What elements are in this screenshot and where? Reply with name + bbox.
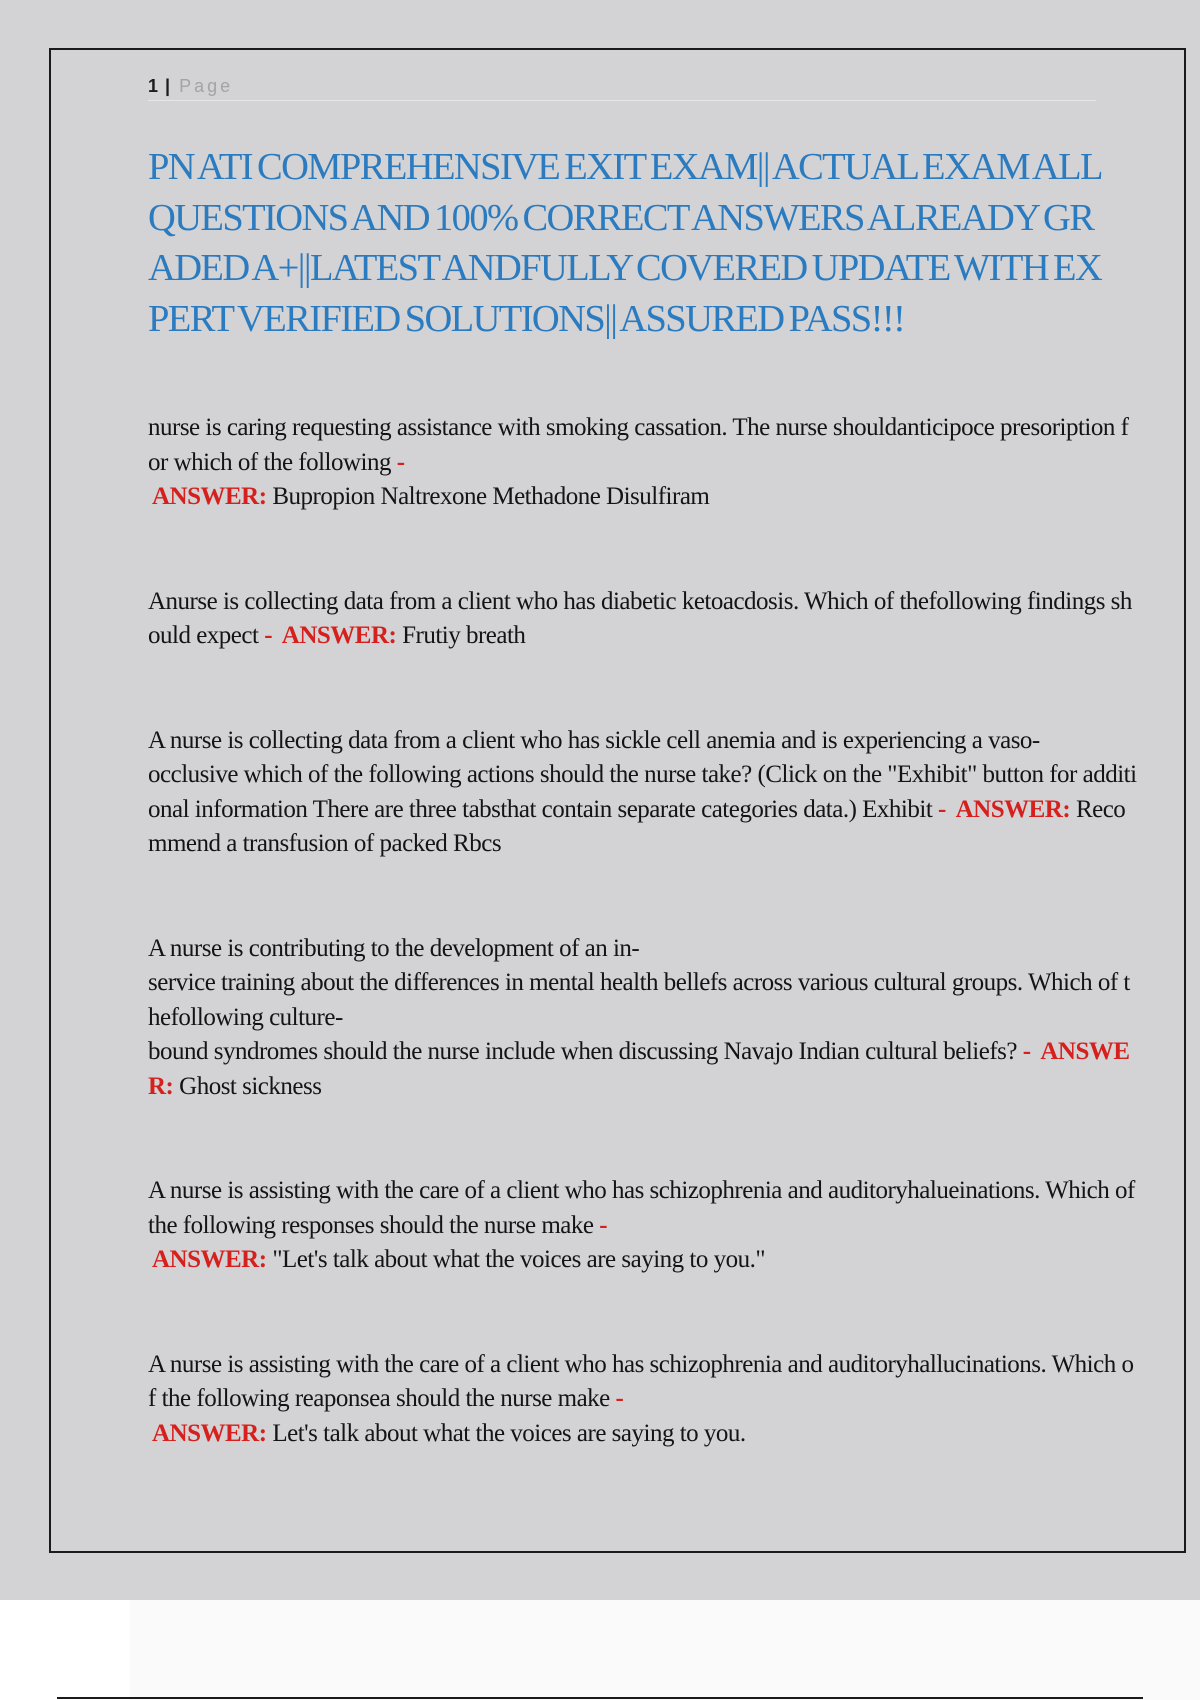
question-line: A nurse is contributing to the development of an in- bbox=[148, 934, 640, 962]
qa-item bbox=[148, 1174, 1138, 1278]
question-line: A nurse is assisting with the care of a client who has schizophrenia and auditoryhalueinations. Which of the following responses should the nurse make - ANSWER: "Let's talk about what the voices are saying to you." bbox=[148, 1177, 1135, 1273]
answer-text: "Let's talk about what the voices are saying to you." bbox=[272, 1246, 766, 1273]
answer-dash: - bbox=[396, 448, 405, 476]
answer-label: ANSWER: bbox=[152, 1419, 267, 1447]
answer-text: Ghost sickness bbox=[179, 1072, 322, 1100]
answer-label: ANSWER: bbox=[955, 795, 1071, 823]
question-line: bound syndromes should the nurse include when discussing Navajo Indian cultural beliefs? - ANSWER: Ghost sickness bbox=[148, 1038, 1130, 1100]
document-title: PN ATI COMPREHENSIVE EXIT EXAM|| ACTUAL EXAM ALL QUESTIONS AND 100% CORRECT ANSWERS ALREADY GRADED A+||LATEST ANDFULLY COVERED UPDATE WITH EXPERT VERIFIED SOLUTIONS|| ASSURED PASS!!! bbox=[148, 146, 1102, 340]
answer-label: ANSWER: bbox=[148, 1038, 1130, 1100]
qa-item bbox=[148, 411, 1138, 515]
answer-dash: - bbox=[938, 795, 946, 823]
answer-dash: - bbox=[264, 622, 273, 649]
answer-text: Recommend a transfusion of packed Rbcs bbox=[148, 795, 1126, 857]
answer-dash: - bbox=[599, 1211, 608, 1239]
question-line: Anurse is collecting data from a client who has diabetic ketoacdosis. Which of thefollowing findings should expect - ANSWER: Frutiy breath bbox=[148, 587, 1132, 649]
page-number: 1 bbox=[148, 76, 159, 96]
question-line: A nurse is collecting data from a client who has sickle cell anemia and is experiencing a vaso- bbox=[148, 726, 1040, 754]
answer-text: Frutiy breath bbox=[402, 622, 526, 649]
document-page bbox=[49, 48, 1186, 1553]
next-page-border bbox=[57, 1697, 1143, 1699]
question-line: occlusive which of the following actions should the nurse take? (Click on the "Exhibit" button for additional information There are three tabsthat contain separate categories data.) Exhibit - ANSWER: Recommend a transfusion of packed Rbcs bbox=[148, 761, 1137, 857]
answer-dash: - bbox=[1022, 1038, 1031, 1065]
answer-label: ANSWER: bbox=[281, 622, 397, 649]
qa-item bbox=[148, 585, 1138, 654]
answer-dash: - bbox=[615, 1385, 624, 1412]
qa-item bbox=[148, 1348, 1138, 1452]
qa-item bbox=[148, 932, 1138, 1105]
question-answer-list bbox=[148, 411, 1138, 1451]
question-line: service training about the differences in mental health bellefs across various cultural groups. Which of thefollowing culture- bbox=[148, 969, 1130, 1031]
answer-text: Let's talk about what the voices are saying to you. bbox=[272, 1419, 746, 1447]
page-label: Page bbox=[179, 76, 234, 96]
page-separator: | bbox=[165, 76, 171, 96]
answer-label: ANSWER: bbox=[152, 483, 267, 510]
page-header bbox=[148, 74, 1096, 101]
answer-label: ANSWER: bbox=[152, 1246, 267, 1273]
answer-text: Bupropion Naltrexone Methadone Disulfiram bbox=[272, 483, 710, 510]
next-page-preview bbox=[0, 1600, 1200, 1700]
qa-item bbox=[148, 724, 1138, 862]
next-page-margin bbox=[130, 1600, 1200, 1700]
question-line: nurse is caring requesting assistance with smoking cassation. The nurse shouldanticipoce presoription for which of the following - ANSWER: Bupropion Naltrexone Methadone Disulfiram bbox=[148, 414, 1129, 510]
question-line: A nurse is assisting with the care of a client who has schizophrenia and auditoryhallucinations. Which of the following reaponsea should the nurse make - ANSWER: Let's talk about what the voices are saying to you. bbox=[148, 1350, 1134, 1447]
